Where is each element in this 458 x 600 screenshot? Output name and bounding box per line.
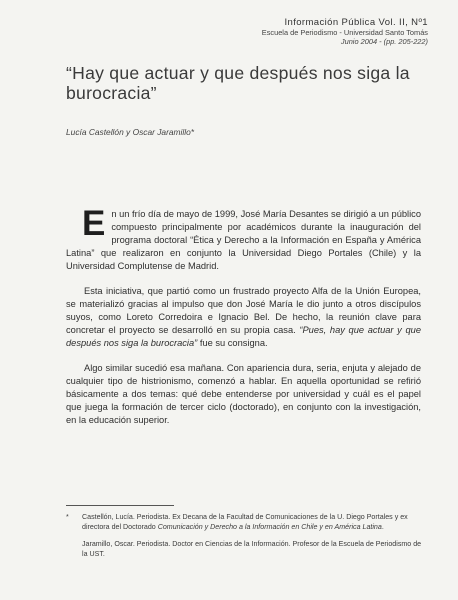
paragraph-3 xyxy=(66,362,421,427)
footnote-divider xyxy=(66,505,174,506)
article-body xyxy=(66,204,421,439)
paragraph-2-quote: “Pues, hay que actuar y que después nos siga la burocracia” xyxy=(66,324,421,348)
paragraph-1 xyxy=(66,204,421,273)
footnote-1-end: . xyxy=(381,523,384,532)
article-authors: Lucía Castellón y Oscar Jaramillo* xyxy=(66,127,195,137)
paragraph-3-text: Algo similar sucedió esa mañana. Con apariencia dura, seria, enjuta y alejado de cualquier tipo de histrionismo, comenzó a hablar. En aquella oportunidad se refirió básicamente a dos temas: qué debe entenderse por universidad y cuál es el papel que juega la formación de tercer ciclo (doctorado), en conjunto con la investigación, en la educación superior. xyxy=(66,363,421,425)
footnote-marker: * xyxy=(66,513,69,521)
journal-header xyxy=(168,18,428,47)
drop-cap: E xyxy=(82,204,106,243)
school-name: Escuela de Periodismo - Universidad Santo Tomás xyxy=(261,27,428,37)
paragraph-2 xyxy=(66,285,421,350)
footnote-2-text: Jaramillo, Oscar. Periodista. Doctor en Ciencias de la Información. Profesor de la Escuela de Periodismo de la UST. xyxy=(82,540,422,559)
paragraph-2-text: Esta iniciativa, que partió como un frustrado proyecto Alfa de la Unión Europea, se materializó gracias al impulso que don José María le dio junto a otros discípulos suyos, como Loreto Corredoira e Ignacio Bel. De hecho, la reunión clave para concretar el proyecto se desarrolló en su propia casa. xyxy=(66,286,421,335)
footnote-1-italic: Comunicación y Derecho a la Información en Chile y en América Latina xyxy=(157,523,382,532)
issue-date: Junio 2004 - (pp. 205-222) xyxy=(340,37,428,47)
paragraph-2-end: fue su consigna. xyxy=(199,337,268,348)
footnotes xyxy=(66,512,426,566)
paragraph-1-text: n un frío día de mayo de 1999, José María Desantes se dirigió a un público compuesto principalmente por académicos durante la inauguración del programa doctoral “Ética y Derecho a la Información en España y América Latina” que realizaron en conjunto la Universidad Diego Portales (Chile) y la Universidad Complutense de Madrid. xyxy=(66,209,421,271)
article-title: “Hay que actuar y que después nos siga la burocracia” xyxy=(66,63,410,103)
footnote-2 xyxy=(66,539,426,559)
footnote-1 xyxy=(66,512,426,532)
footnote-1-text: Castellón, Lucía. Periodista. Ex Decana de la Facultad de Comunicaciones de la U. Diego Portales y ex directora del Doctorado xyxy=(82,513,408,532)
journal-name: Información Pública Vol. II, Nº1 xyxy=(284,17,428,28)
